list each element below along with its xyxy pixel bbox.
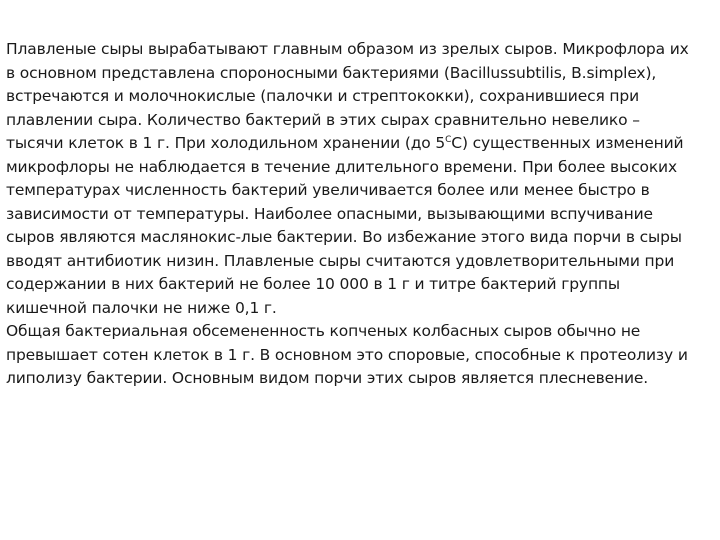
paragraph-smoked-cheese: Общая бактериальная обсемененность копченых колбасных сыров обычно не превышает сотен клеток в 1 г. В основном это споровые, способные к протеолизу и липолизу бактерии. Основным видом порчи этих сыров является плесневение. bbox=[6, 322, 688, 387]
paragraph-1-part-a: Плавленые сыры вырабатывают главным образом из зрелых сыров. Микрофлора их в основном представлена спороносными бактериями (Bacillussubtilis, B.simplex), встречаются и молочнокислые (палочки и стрептококки), сохранившиеся при плавлении сыра. Количество бактерий в этих сырах сравнительно невелико – тысячи клеток в 1 г. При холодильном хранении (до 5 bbox=[6, 40, 689, 152]
paragraph-1-part-b: C) существенных изменений микрофлоры не наблюдается в течение длительного времени. При более высоких температурах численность бактерий увеличивается более или менее быстро в зависимости от температуры. Наиболее опасными, вызывающими вспучивание сыров являются маслянокис-лые бактерии. Во избежание этого вида порчи в сыры вводят антибиотик низин. Плавленые сыры считаются удовлетворительными при содержании в них бактерий не более 10 000 в 1 г и титре бактерий группы кишечной палочки не ниже 0,1 г. bbox=[6, 134, 684, 317]
degree-superscript: C bbox=[445, 134, 452, 145]
paragraph-processed-cheese bbox=[6, 38, 696, 320]
body-text bbox=[6, 38, 696, 391]
